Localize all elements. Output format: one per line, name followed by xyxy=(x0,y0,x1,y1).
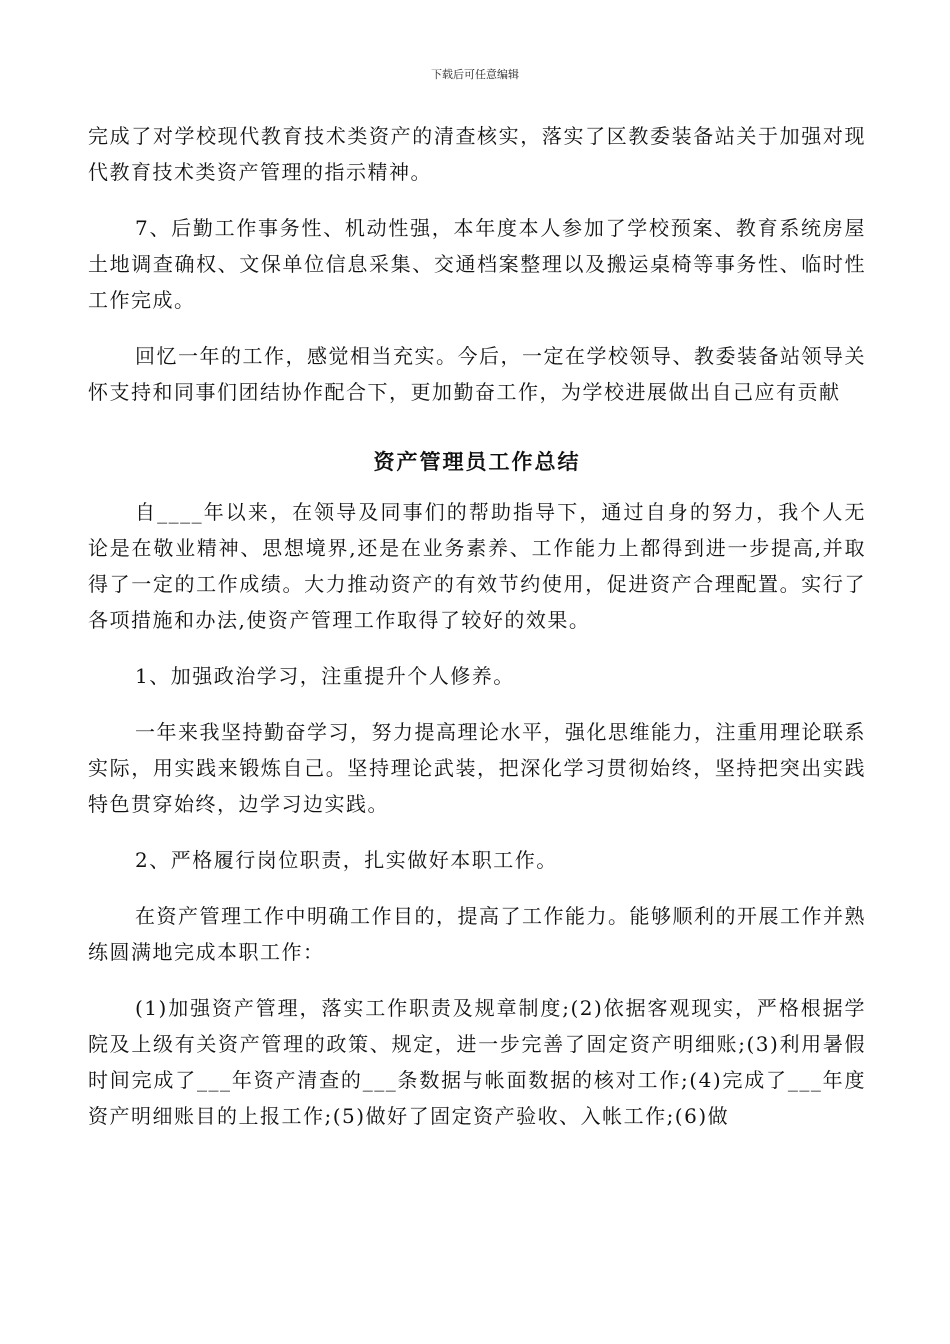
section-title: 资产管理员工作总结 xyxy=(373,450,581,474)
paragraph-study: 一年来我坚持勤奋学习，努力提高理论水平，强化思维能力，注重用理论联系实际，用实践来锻炼自己。坚持理论武装，把深化学习贯彻始终，坚持把突出实践特色贯穿始终，边学习边实践。 xyxy=(88,720,866,816)
paragraph-duties: 在资产管理工作中明确工作目的，提高了工作能力。能够顺利的开展工作并熟练圆满地完成本职工作： xyxy=(88,904,866,964)
paragraph-item-7: 7、后勤工作事务性、机动性强，本年度本人参加了学校预案、教育系统房屋土地调查确权、文保单位信息采集、交通档案整理以及搬运桌椅等事务性、临时性工作完成。 xyxy=(88,216,866,312)
paragraph-reflection: 回忆一年的工作，感觉相当充实。今后，一定在学校领导、教委装备站领导关怀支持和同事们团结协作配合下，更加勤奋工作，为学校进展做出自己应有贡献 xyxy=(88,344,866,404)
header-note: 下载后可任意编辑 xyxy=(431,68,519,81)
document-body xyxy=(88,118,866,1134)
paragraph-heading-1: 1、加强政治学习，注重提升个人修养。 xyxy=(135,664,515,688)
paragraph-heading-2: 2、严格履行岗位职责，扎实做好本职工作。 xyxy=(135,848,558,872)
paragraph-continuation: 完成了对学校现代教育技术类资产的清查核实，落实了区教委装备站关于加强对现代教育技术类资产管理的指示精神。 xyxy=(88,124,866,184)
paragraph-task-list: (1)加强资产管理，落实工作职责及规章制度;(2)依据客观现实，严格根据学院及上级有关资产管理的政策、规定，进一步完善了固定资产明细账;(3)利用暑假时间完成了___年资产清查的___条数据与帐面数据的核对工作;(4)完成了___年度资产明细账目的上报工作;(5)做好了固定资产验收、入帐工作;(6)做 xyxy=(88,996,866,1128)
paragraph-intro: 自____年以来，在领导及同事们的帮助指导下，通过自身的努力，我个人无论是在敬业精神、思想境界,还是在业务素养、工作能力上都得到进一步提高,并取得了一定的工作成绩。大力推动资产的有效节约使用，促进资产合理配置。实行了各项措施和办法,使资产管理工作取得了较好的效果。 xyxy=(88,500,866,632)
